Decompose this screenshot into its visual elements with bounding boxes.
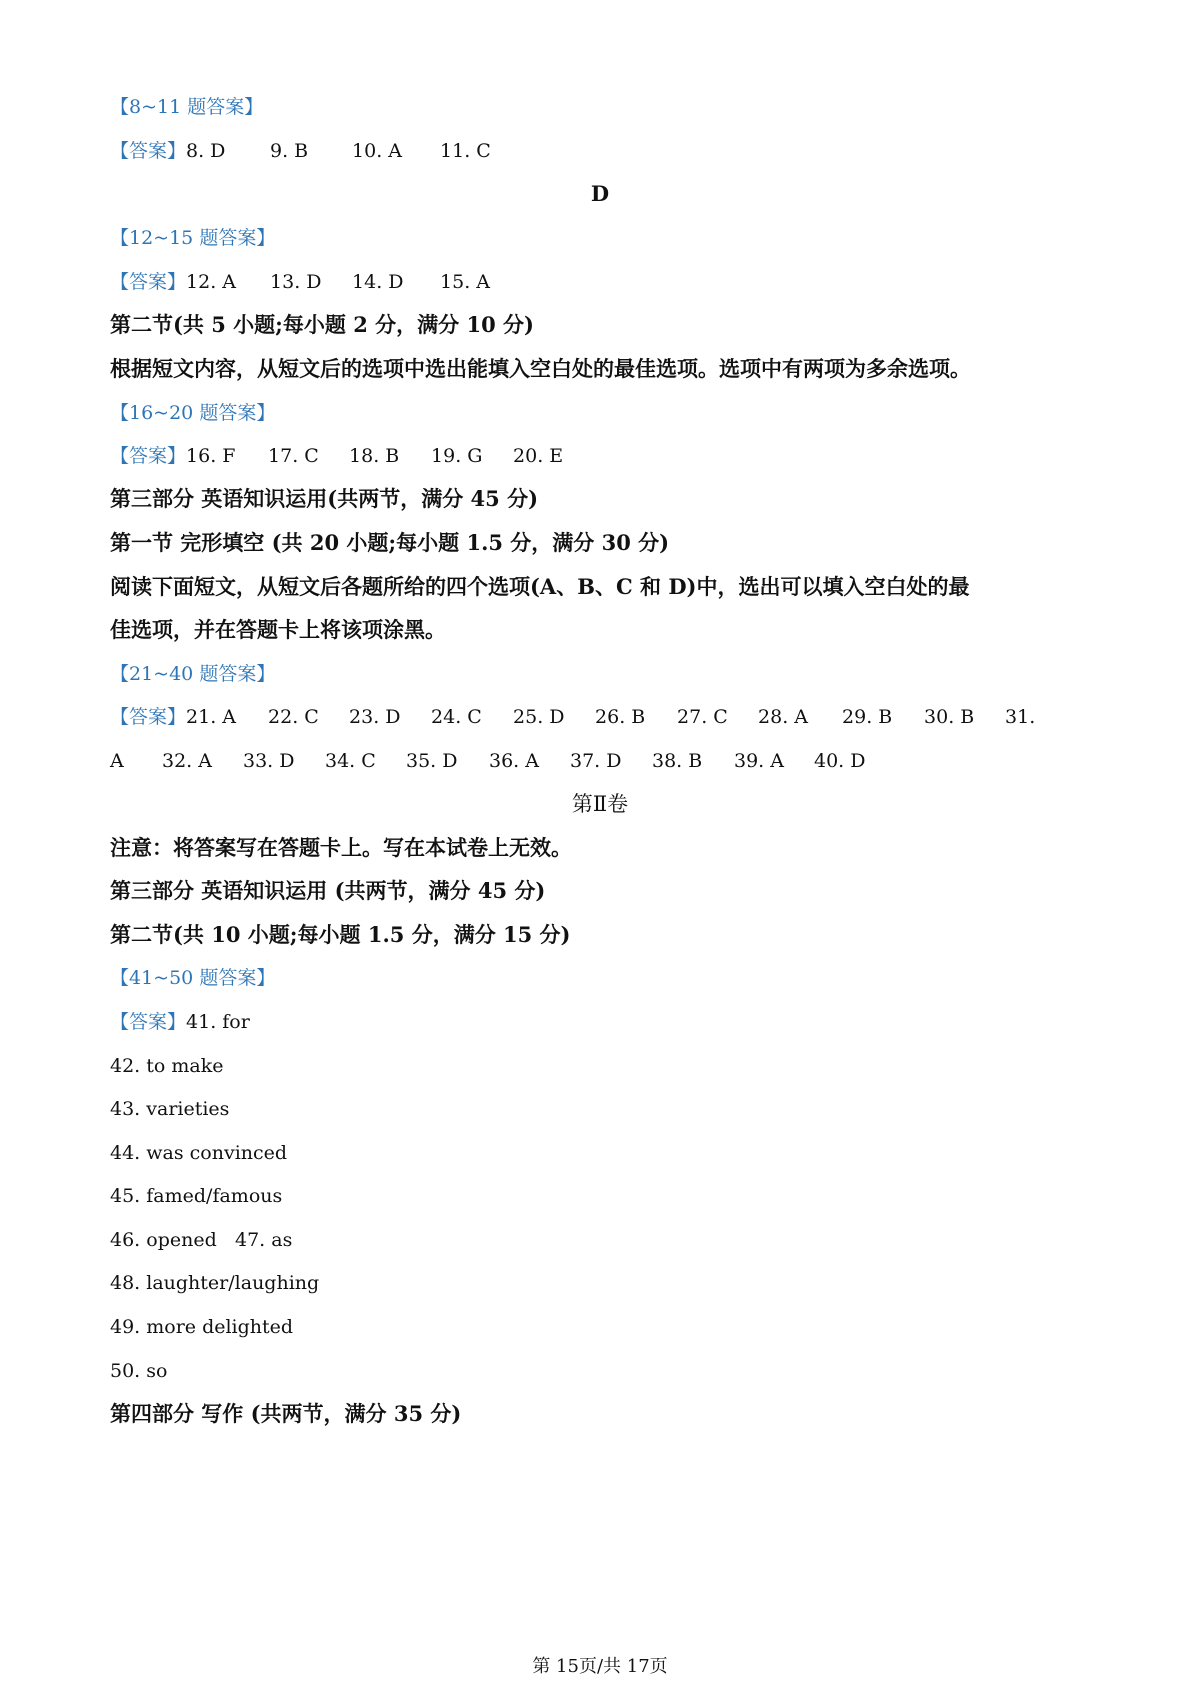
instruction-21-40-line1: 阅读下面短文，从短文后各题所给的四个选项(A、B、C 和 D)中，选出可以填入空白处的最 (110, 574, 970, 599)
section-heading-part3b: 第三部分 英语知识运用 (共两节，满分 45 分) (110, 878, 546, 903)
answer-item: 24. C (431, 706, 482, 728)
answer-heading-12-15: 【12~15 题答案】 (110, 227, 276, 249)
answer-item: 32. A (162, 750, 212, 772)
answer-label: 【答案】 (110, 706, 187, 728)
answer-50: 50. so (110, 1360, 168, 1382)
instruction-16-20: 根据短文内容，从短文后的选项中选出能填入空白处的最佳选项。选项中有两项为多余选项。 (110, 356, 971, 381)
answer-49: 49. more delighted (110, 1316, 294, 1338)
answer-item: 28. A (758, 706, 808, 728)
answer-row-31-40 (110, 748, 866, 774)
answer-item: 41. for (186, 1011, 250, 1033)
section-heading-part2-sec2: 第二节(共 5 小题;每小题 2 分，满分 10 分) (110, 312, 534, 337)
answer-item: 36. A (489, 750, 539, 772)
answer-item: 31. (1005, 706, 1036, 728)
section-heading-part4: 第四部分 写作 (共两节，满分 35 分) (110, 1401, 462, 1426)
answer-item: 34. C (325, 750, 376, 772)
answer-46-47 (110, 1227, 292, 1253)
section-heading-d: D (590, 181, 610, 206)
instruction-21-40-line2: 佳选项，并在答题卡上将该项涂黑。 (110, 617, 446, 642)
answer-item: 9. B (270, 140, 309, 162)
answer-label: 【答案】 (110, 271, 187, 293)
answer-item: 10. A (352, 140, 402, 162)
answer-item: 30. B (924, 706, 975, 728)
answer-item: 25. D (513, 706, 565, 728)
answer-item: 39. A (734, 750, 784, 772)
answer-item: 46. opened (110, 1229, 217, 1251)
answer-item: 33. D (243, 750, 295, 772)
answer-item: 16. F (186, 445, 236, 467)
answer-item: 38. B (652, 750, 703, 772)
page-footer: 第 15页/共 17页 (532, 1656, 668, 1677)
answer-item: 23. D (349, 706, 401, 728)
answer-44: 44. was convinced (110, 1142, 288, 1164)
answer-item: 11. C (440, 140, 491, 162)
answer-item: 20. E (513, 445, 564, 467)
answer-item: 40. D (814, 750, 866, 772)
answer-item: 37. D (570, 750, 622, 772)
answer-heading-8-11: 【8~11 题答案】 (110, 96, 264, 118)
answer-item: 21. A (186, 706, 236, 728)
answer-item: 29. B (842, 706, 893, 728)
answer-heading-16-20: 【16~20 题答案】 (110, 402, 276, 424)
answer-label: 【答案】 (110, 1011, 187, 1033)
answer-label: 【答案】 (110, 140, 187, 162)
answer-row-16-20 (110, 443, 563, 469)
answer-row-12-15 (110, 269, 490, 295)
answer-item: 17. C (268, 445, 319, 467)
answer-item: 12. A (186, 271, 236, 293)
answer-item: 22. C (268, 706, 319, 728)
section-heading-part3: 第三部分 英语知识运用(共两节，满分 45 分) (110, 486, 539, 511)
answer-row-8-11 (110, 138, 491, 164)
answer-item: 14. D (352, 271, 404, 293)
answer-item: 13. D (270, 271, 322, 293)
answer-item: 47. as (235, 1229, 293, 1251)
answer-item: 27. C (677, 706, 728, 728)
answer-item: 18. B (349, 445, 400, 467)
answer-row-21-31 (110, 704, 1035, 730)
answer-41 (110, 1009, 250, 1035)
note-text: 注意：将答案写在答题卡上。写在本试卷上无效。 (110, 835, 572, 860)
section-heading-part3-sec1: 第一节 完形填空 (共 20 小题;每小题 1.5 分，满分 30 分) (110, 530, 670, 555)
answer-48: 48. laughter/laughing (110, 1272, 320, 1294)
answer-item: A (110, 750, 124, 772)
answer-45: 45. famed/famous (110, 1185, 283, 1207)
answer-item: 26. B (595, 706, 646, 728)
answer-43: 43. varieties (110, 1098, 230, 1120)
answer-item: 19. G (431, 445, 483, 467)
answer-heading-41-50: 【41~50 题答案】 (110, 967, 276, 989)
answer-heading-21-40: 【21~40 题答案】 (110, 663, 276, 685)
answer-42: 42. to make (110, 1055, 224, 1077)
answer-label: 【答案】 (110, 445, 187, 467)
section-heading-part3b-sec2: 第二节(共 10 小题;每小题 1.5 分，满分 15 分) (110, 922, 571, 947)
answer-item: 35. D (406, 750, 458, 772)
answer-item: 15. A (440, 271, 490, 293)
volume-heading: 第Ⅱ卷 (571, 792, 629, 816)
answer-item: 8. D (186, 140, 226, 162)
